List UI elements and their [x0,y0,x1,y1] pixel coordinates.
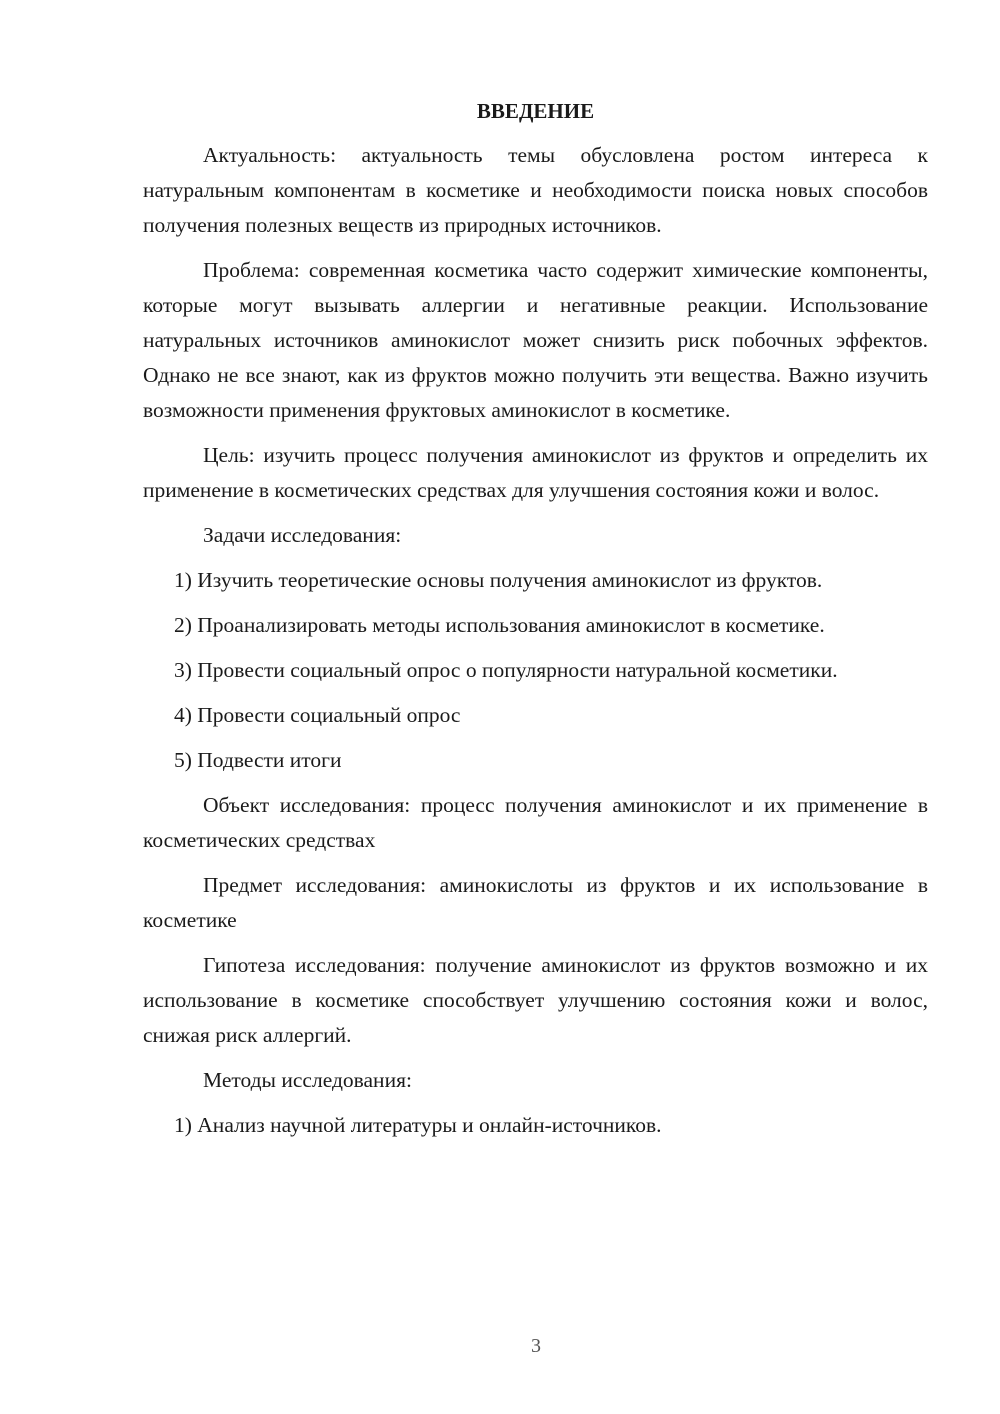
object-paragraph: Объект исследования: процесс получения аминокислот и их применение в косметических средствах [143,793,928,852]
task-item-3: 3) Провести социальный опрос о популярности натуральной косметики. [174,658,838,682]
goal-paragraph: Цель: изучить процесс получения аминокислот из фруктов и определить их применение в косметических средствах для улучшения состояния кожи и волос. [143,443,928,502]
problem-paragraph: Проблема: современная косметика часто содержит химические компоненты, которые могут вызывать аллергии и негативные реакции. Использование натуральных источников аминокислот может снизить риск побочных эффектов. Однако не все знают, как из фруктов можно получить эти вещества. Важно изучить возможности применения фруктовых аминокислот в косметике. [143,258,928,422]
task-item-5: 5) Подвести итоги [174,748,342,772]
page-number: 3 [531,1335,541,1357]
methods-title: Методы исследования: [203,1068,412,1092]
tasks-title: Задачи исследования: [203,523,402,547]
relevance-paragraph: Актуальность: актуальность темы обусловлена ростом интереса к натуральным компонентам в косметике и необходимости поиска новых способов получения полезных веществ из природных источников. [143,143,928,237]
method-item-1: 1) Анализ научной литературы и онлайн-источников. [174,1113,662,1137]
task-item-1: 1) Изучить теоретические основы получения аминокислот из фруктов. [174,568,823,592]
subject-paragraph: Предмет исследования: аминокислоты из фруктов и их использование в косметике [143,873,928,932]
task-item-4: 4) Провести социальный опрос [174,703,461,727]
task-item-2: 2) Проанализировать методы использования аминокислот в косметике. [174,613,825,637]
document-page [143,96,928,1153]
hypothesis-paragraph: Гипотеза исследования: получение аминокислот из фруктов возможно и их использование в косметике способствует улучшению состояния кожи и волос, снижая риск аллергий. [143,953,928,1047]
section-heading: ВВЕДЕНИЕ [476,99,595,123]
